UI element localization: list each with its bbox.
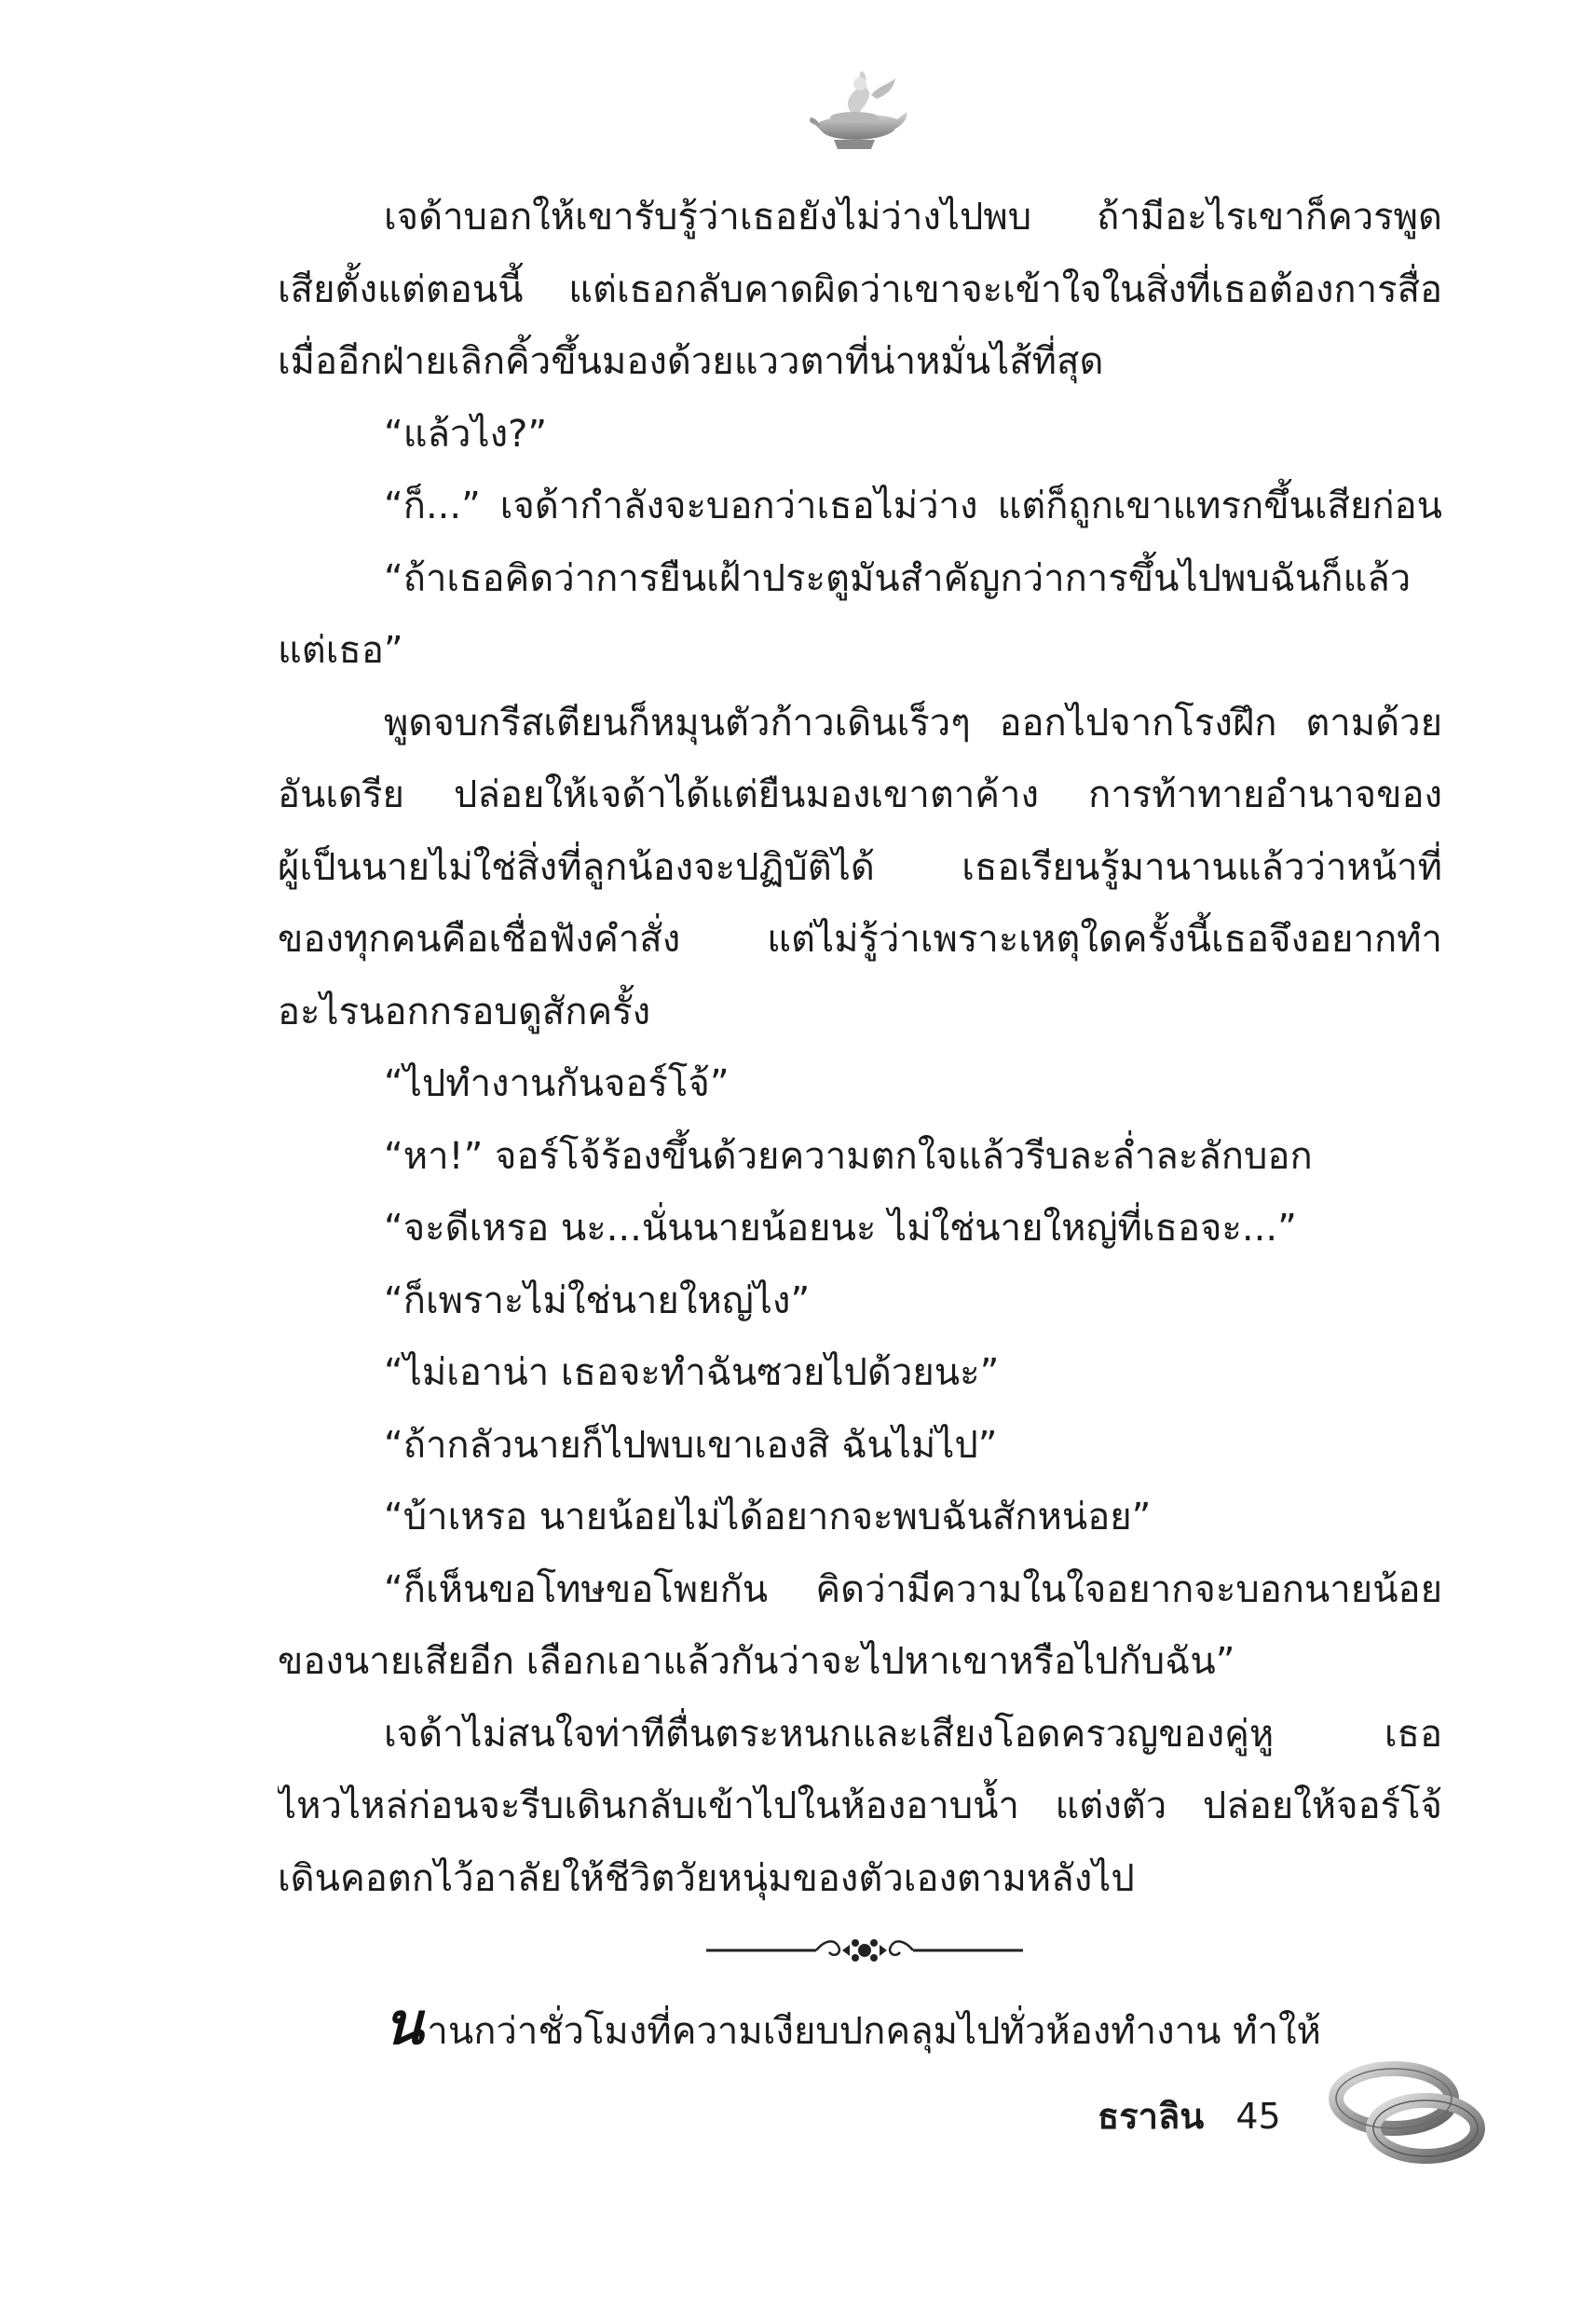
text-line: “ไปทำงานกันจอร์โจ้” <box>384 1062 730 1105</box>
text-line: “ก็เพราะไม่ใช่นายใหญ่ไง” <box>384 1279 811 1322</box>
text-line: อะไรนอกกรอบดูสักครั้ง <box>278 990 651 1033</box>
text-line: “หา!” จอร์โจ้ร้องขึ้นด้วยความตกใจแล้วรีบละล่ำละลักบอก <box>384 1134 1313 1178</box>
magic-lamp-ornament-icon <box>806 67 910 161</box>
text-line: อันเดรีย ปล่อยให้เจด้าได้แต่ยืนมองเขาตาค้าง การท้าทายอำนาจของ <box>278 773 1442 816</box>
flourish-divider-icon <box>278 1915 1442 1988</box>
dropcap-letter: น <box>384 1989 424 2058</box>
text-line: เมื่ออีกฝ่ายเลิกคิ้วขึ้นมองด้วยแววตาที่น่าหมั่นไส้ที่สุด <box>278 340 1104 383</box>
text-line: “แล้วไง?” <box>384 412 548 456</box>
text-line: ไหวไหล่ก่อนจะรีบเดินกลับเข้าไปในห้องอาบน้ำ แต่งตัว ปล่อยให้จอร์โจ้ <box>278 1785 1442 1827</box>
text-line: เสียตั้งแต่ตอนนี้ แต่เธอกลับคาดผิดว่าเขาจะเข้าใจในสิ่งที่เธอต้องการสื่อ <box>278 267 1442 311</box>
page-number: 45 <box>1235 2096 1281 2137</box>
text-line: “จะดีเหรอ นะ...นั่นนายน้อยนะ ไม่ใช่นายใหญ่ที่เธอจะ...” <box>384 1207 1297 1250</box>
text-line: ของนายเสียอีก เลือกเอาแล้วกันว่าจะไปหาเขาหรือไปกับฉัน” <box>278 1640 1235 1683</box>
text-line: แต่เธอ” <box>278 629 403 672</box>
text-line: “บ้าเหรอ นายน้อยไม่ได้อยากจะพบฉันสักหน่อย” <box>384 1496 1152 1538</box>
text-line: พูดจบกรีสเตียนก็หมุนตัวก้าวเดินเร็วๆ ออกไปจากโรงฝึก ตามด้วย <box>384 701 1442 745</box>
dropcap-paragraph-line <box>278 1988 1442 2060</box>
text-line: เจด้าไม่สนใจท่าทีตื่นตระหนกและเสียงโอดครวญของคู่หู เธอ <box>384 1712 1442 1756</box>
text-line: “ก็...” เจด้ากำลังจะบอกว่าเธอไม่ว่าง แต่ก็ถูกเขาแทรกขึ้นเสียก่อน <box>384 485 1442 527</box>
text-line: ของทุกคนคือเชื่อฟังคำสั่ง แต่ไม่รู้ว่าเพราะเหตุใดครั้งนี้เธอจึงอยากทำ <box>278 918 1442 961</box>
text-line: เดินคอตกไว้อาลัยให้ชีวิตวัยหนุ่มของตัวเองตามหลังไป <box>278 1856 1135 1900</box>
body-text <box>278 182 1442 2059</box>
text-line: “ก็เห็นขอโทษขอโพยกัน คิดว่ามีความในใจอยากจะบอกนายน้อย <box>384 1567 1442 1611</box>
dropcap-line-text: านกว่าชั่วโมงที่ความเงียบปกคลุมไปทั่วห้องทำงาน ทำให้ <box>427 2009 1321 2053</box>
text-line: “ไม่เอาน่า เธอจะทำฉันซวยไปด้วยนะ” <box>384 1351 1000 1394</box>
text-line: “ถ้าเธอคิดว่าการยืนเฝ้าประตูมันสำคัญกว่าการขึ้นไปพบฉันก็แล้ว <box>384 556 1412 600</box>
text-line: ผู้เป็นนายไม่ใช่สิ่งที่ลูกน้องจะปฏิบัติได้ เธอเรียนรู้มานานแล้วว่าหน้าที่ <box>278 845 1442 889</box>
author-name: ธราลิน <box>1098 2096 1205 2137</box>
page-footer <box>1098 2087 1281 2144</box>
text-line: “ถ้ากลัวนายก็ไปพบเขาเองสิ ฉันไม่ไป” <box>384 1423 998 1467</box>
wedding-rings-icon <box>1329 2050 1487 2176</box>
text-line: เจด้าบอกให้เขารับรู้ว่าเธอยังไม่ว่างไปพบ ถ้ามีอะไรเขาก็ควรพูด <box>384 196 1442 239</box>
